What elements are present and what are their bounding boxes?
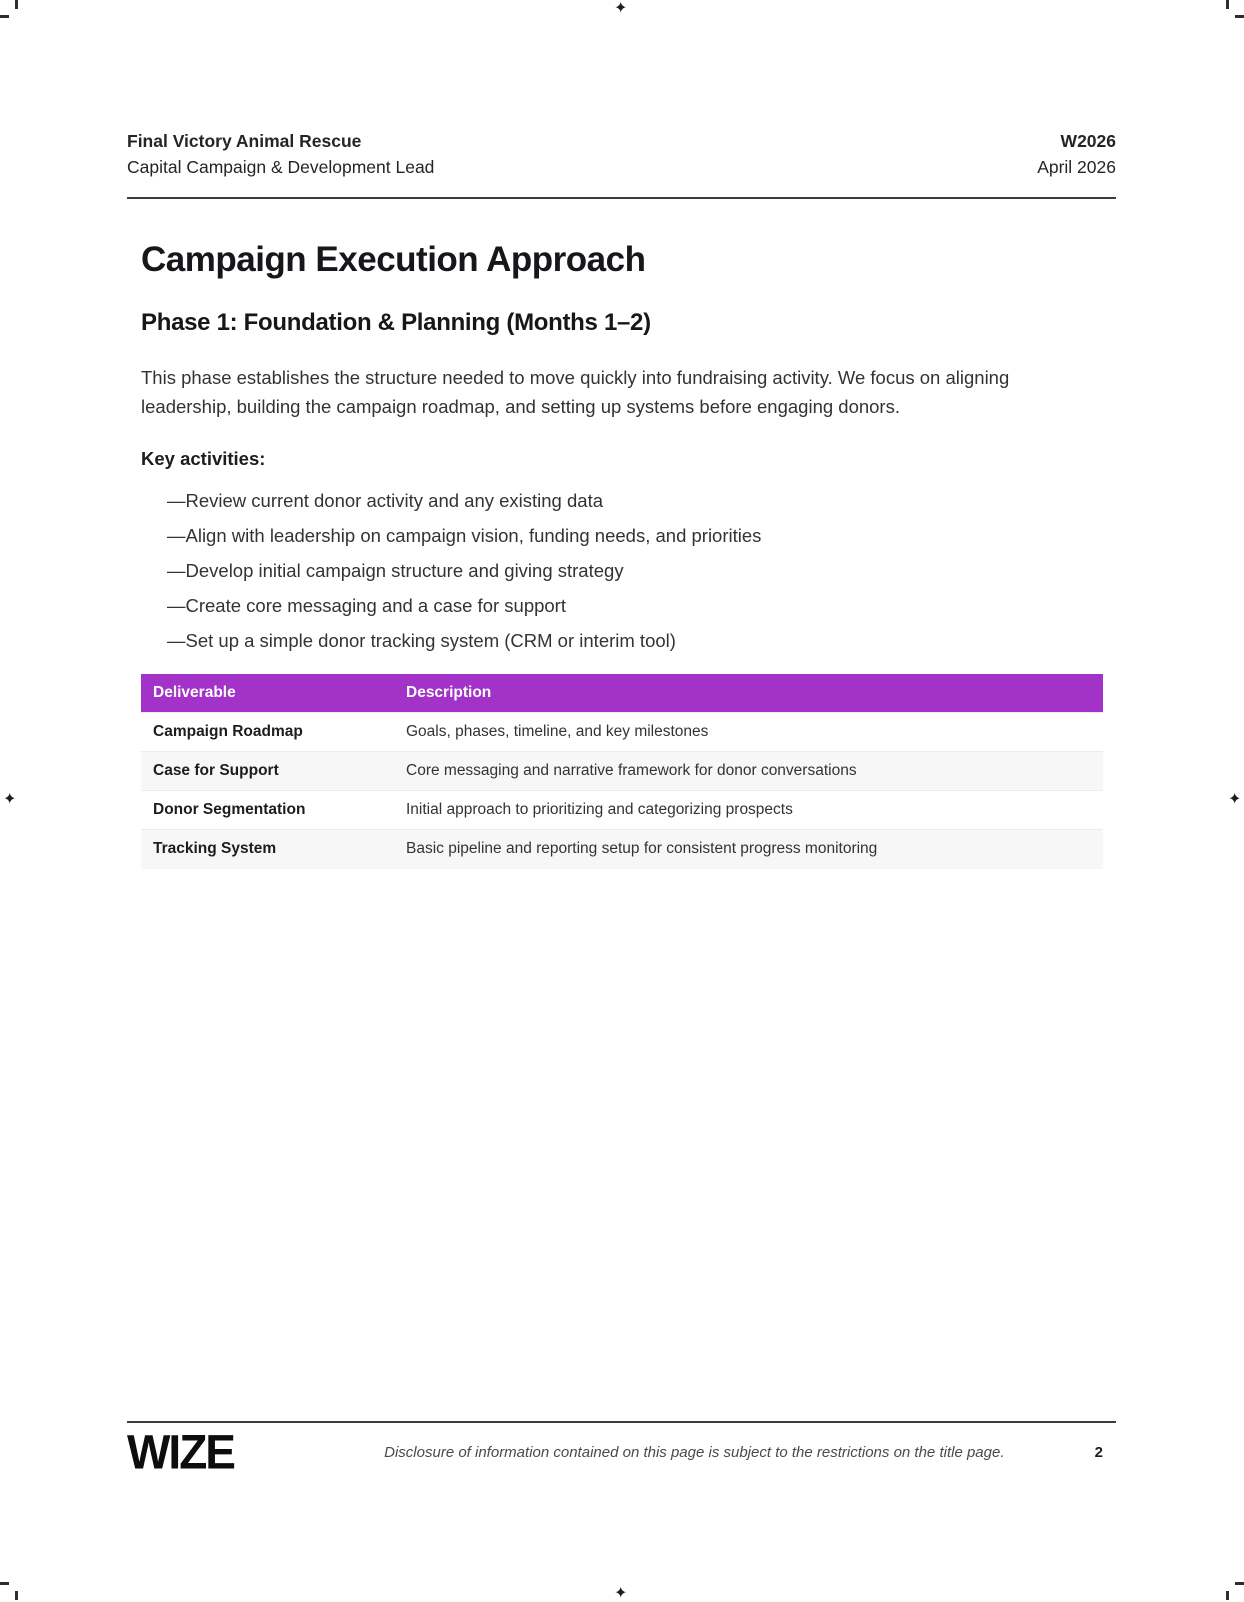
crop-mark-bottom-left-vertical [15,1591,18,1600]
document-date: April 2026 [1037,157,1116,177]
table-row [141,713,1103,752]
activity-item: —Create core messaging and a case for support [167,595,566,616]
document-code: W2026 [1060,131,1116,151]
registration-star-icon: ✦ [1228,791,1242,808]
table-column-header: Description [406,684,492,701]
table-header-row [141,674,1103,713]
header-left-block [127,128,434,180]
registration-star-icon: ✦ [614,1585,628,1602]
document-subtitle: Capital Campaign & Development Lead [127,157,435,177]
deliverables-table-header [141,674,1103,713]
table-row [141,752,1103,791]
deliverable-cell: Campaign Roadmap [141,713,394,752]
crop-mark-top-left-vertical [15,0,18,9]
crop-mark-bottom-right-horizontal [1235,1582,1244,1585]
footer-disclaimer: Disclosure of information contained on this page is subject to the restrictions on the title page. [384,1443,1005,1461]
wize-logo: WIZE [127,1424,234,1480]
activity-item: —Develop initial campaign structure and giving strategy [167,560,624,581]
header-divider [127,197,1116,199]
crop-mark-top-left-horizontal [0,15,9,18]
activity-item: —Review current donor activity and any existing data [167,490,603,511]
deliverable-cell: Tracking System [141,830,394,869]
description-cell: Core messaging and narrative framework for donor conversations [394,752,1103,791]
crop-mark-top-right-vertical [1226,0,1229,9]
registration-star-icon: ✦ [3,791,17,808]
table-row [141,830,1103,869]
page-title: Campaign Execution Approach [141,240,646,279]
organization-name: Final Victory Animal Rescue [127,131,362,151]
header-right-block [1037,128,1116,180]
document-body [141,240,1103,869]
deliverables-table [141,674,1103,869]
crop-mark-top-right-horizontal [1235,15,1244,18]
description-cell: Initial approach to prioritizing and categorizing prospects [394,791,1103,830]
crop-mark-bottom-right-vertical [1226,1591,1229,1600]
page-footer [127,1424,1103,1480]
table-row [141,791,1103,830]
intro-paragraph: This phase establishes the structure needed to move quickly into fundraising activity. We focus on aligning leadership, building the campaign roadmap, and setting up systems before engaging donors. [141,367,1010,417]
page-header [127,128,1116,180]
description-cell: Goals, phases, timeline, and key milestones [394,713,1103,752]
deliverable-cell: Donor Segmentation [141,791,394,830]
deliverable-cell: Case for Support [141,752,394,791]
key-activities-label: Key activities: [141,448,266,469]
section-heading: Phase 1: Foundation & Planning (Months 1–2) [141,309,651,336]
activity-item: —Align with leadership on campaign vision, funding needs, and priorities [167,525,762,546]
footer-divider [127,1421,1116,1423]
description-cell: Basic pipeline and reporting setup for consistent progress monitoring [394,830,1103,869]
registration-star-icon: ✦ [614,0,628,17]
page-number: 2 [1094,1443,1103,1461]
key-activities-list [141,490,1103,651]
crop-mark-bottom-left-horizontal [0,1582,9,1585]
table-column-header: Deliverable [153,684,236,701]
activity-item: —Set up a simple donor tracking system (CRM or interim tool) [167,630,676,651]
deliverables-table-body [141,713,1103,869]
